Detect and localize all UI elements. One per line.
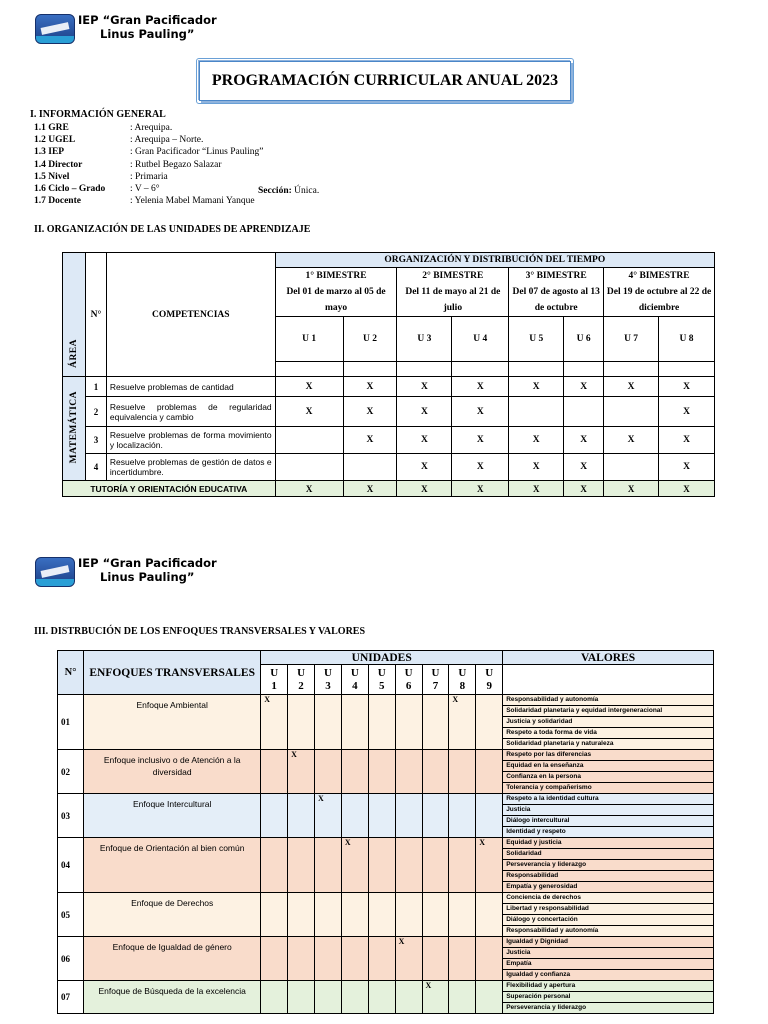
unit-mark: X bbox=[452, 377, 509, 397]
enfoque-unit-mark bbox=[395, 838, 422, 893]
bimestre-name: 2° BIMESTRE bbox=[422, 271, 484, 281]
unit-mark: X bbox=[343, 397, 397, 427]
unit-header: U 8 bbox=[659, 317, 715, 362]
blank-cell bbox=[343, 362, 397, 377]
unit-letter: U bbox=[458, 666, 467, 679]
unit-mark: X bbox=[343, 427, 397, 454]
info-row bbox=[34, 159, 264, 171]
blank-cell bbox=[275, 362, 343, 377]
info-row bbox=[34, 195, 264, 207]
tutoria-row bbox=[63, 481, 715, 497]
enfoque-unit-mark bbox=[368, 893, 395, 937]
unit-mark: X bbox=[564, 377, 604, 397]
enfoque-unit-mark bbox=[449, 750, 476, 794]
enfoque-num: 07 bbox=[58, 981, 84, 1014]
document-title: PROGRAMACIÓN CURRICULAR ANUAL 2023 bbox=[199, 61, 571, 101]
enfoque-unit-mark bbox=[476, 981, 503, 1014]
enf-unit-header bbox=[341, 665, 368, 695]
enfoque-unit-mark bbox=[261, 937, 288, 981]
unit-letter: U bbox=[270, 666, 279, 679]
school-name-line2: Linus Pauling” bbox=[100, 27, 195, 41]
num-header: N° bbox=[85, 253, 106, 377]
school-name bbox=[78, 13, 217, 41]
bimestre-dates: Del 07 de agosto al 13 de octubre bbox=[512, 287, 600, 313]
enfoque-unit-mark bbox=[261, 794, 288, 838]
unit-mark: X bbox=[397, 427, 452, 454]
info-row bbox=[34, 134, 264, 146]
enf-unit-header bbox=[476, 665, 503, 695]
enfoque-unit-mark bbox=[368, 838, 395, 893]
area-name-cell bbox=[63, 377, 86, 481]
valor-item: Solidaridad planetaria y equidad intergeneracional bbox=[503, 706, 714, 717]
valor-item: Libertad y responsabilidad bbox=[503, 904, 714, 915]
enfoque-unit-mark bbox=[288, 981, 315, 1014]
unit-mark: X bbox=[604, 377, 659, 397]
competencia-num: 3 bbox=[85, 427, 106, 454]
section1-heading: I. INFORMACIÓN GENERAL bbox=[30, 109, 166, 120]
valor-item: Diálogo y concertación bbox=[503, 915, 714, 926]
unit-number: 6 bbox=[405, 679, 412, 692]
competencia-num: 2 bbox=[85, 397, 106, 427]
school-name-line1: IEP “Gran Pacificador bbox=[78, 13, 217, 27]
enfoque-unit-mark bbox=[288, 838, 315, 893]
bimestre-dates: Del 01 de marzo al 05 de mayo bbox=[286, 287, 386, 313]
enfoque-row bbox=[58, 937, 714, 948]
valor-item: Equidad y justicia bbox=[503, 838, 714, 849]
enfoque-name: Enfoque Intercultural bbox=[84, 794, 261, 838]
valor-item: Tolerancia y compañerismo bbox=[503, 783, 714, 794]
unit-mark: X bbox=[659, 377, 715, 397]
unit-letter: U bbox=[431, 666, 440, 679]
blank-cell bbox=[397, 362, 452, 377]
seccion-label: Sección: bbox=[258, 186, 292, 196]
unit-mark: X bbox=[604, 427, 659, 454]
valor-item: Equidad en la enseñanza bbox=[503, 761, 714, 772]
enfoque-unit-mark: X bbox=[261, 695, 288, 750]
unit-mark: X bbox=[564, 454, 604, 481]
bimestre-header bbox=[509, 268, 604, 317]
unit-mark: X bbox=[452, 427, 509, 454]
unit-mark: X bbox=[275, 397, 343, 427]
enfoque-name: Enfoque de Igualdad de género bbox=[84, 937, 261, 981]
unit-header: U 6 bbox=[564, 317, 604, 362]
enfoque-unit-mark bbox=[476, 695, 503, 750]
area-header: ÁREA bbox=[63, 253, 86, 377]
enfoque-unit-mark bbox=[449, 838, 476, 893]
enfoque-unit-mark bbox=[395, 750, 422, 794]
competencias-header: COMPETENCIAS bbox=[106, 253, 275, 377]
enf-unit-header bbox=[449, 665, 476, 695]
info-value: : Rutbel Begazo Salazar bbox=[130, 159, 222, 170]
info-value: : Arequipa – Norte. bbox=[130, 135, 204, 146]
bimestre-header bbox=[604, 268, 715, 317]
enfoque-unit-mark bbox=[368, 981, 395, 1014]
blank-cell bbox=[509, 362, 564, 377]
enfoque-num: 03 bbox=[58, 794, 84, 838]
tutoria-mark: X bbox=[452, 481, 509, 497]
enfoque-unit-mark bbox=[288, 937, 315, 981]
unit-header: U 7 bbox=[604, 317, 659, 362]
competencia-text: Resuelve problemas de gestión de datos e incertidumbre. bbox=[106, 454, 275, 481]
enfoque-name: Enfoque de Derechos bbox=[84, 893, 261, 937]
valores-header: VALORES bbox=[503, 651, 714, 665]
enfoque-unit-mark bbox=[476, 937, 503, 981]
enfoque-unit-mark bbox=[341, 695, 368, 750]
unit-mark bbox=[275, 454, 343, 481]
info-key: 1.3 IEP bbox=[34, 147, 65, 158]
info-key: 1.6 Ciclo – Grado bbox=[34, 184, 106, 195]
enfoque-unit-mark bbox=[395, 695, 422, 750]
bimestre-header bbox=[397, 268, 509, 317]
enfoque-num: 05 bbox=[58, 893, 84, 937]
school-header-second bbox=[35, 557, 217, 587]
enf-unit-header bbox=[395, 665, 422, 695]
valor-item: Solidaridad planetaria y naturaleza bbox=[503, 739, 714, 750]
enfoque-unit-mark bbox=[422, 893, 449, 937]
unit-letter: U bbox=[323, 666, 332, 679]
unit-letter: U bbox=[350, 666, 359, 679]
unit-header: U 3 bbox=[397, 317, 452, 362]
valor-item: Respeto a la identidad cultura bbox=[503, 794, 714, 805]
enfoque-name: Enfoque de Búsqueda de la excelencia bbox=[84, 981, 261, 1014]
bimestre-dates: Del 11 de mayo al 21 de julio bbox=[405, 287, 501, 313]
enfoque-unit-mark bbox=[315, 893, 342, 937]
enfoque-unit-mark bbox=[315, 937, 342, 981]
competencia-text: Resuelve problemas de regularidad equivalencia y cambio bbox=[106, 397, 275, 427]
enfoque-unit-mark: X bbox=[315, 794, 342, 838]
unit-header: U 5 bbox=[509, 317, 564, 362]
enfoque-unit-mark: X bbox=[422, 981, 449, 1014]
valor-item: Flexibilidad y apertura bbox=[503, 981, 714, 992]
bimestre-name: 4° BIMESTRE bbox=[628, 271, 690, 281]
enfoque-num: 04 bbox=[58, 838, 84, 893]
valor-item: Empatía y generosidad bbox=[503, 882, 714, 893]
blank-cell bbox=[604, 362, 659, 377]
unit-mark: X bbox=[452, 454, 509, 481]
enfoque-unit-mark: X bbox=[449, 695, 476, 750]
competencia-num: 1 bbox=[85, 377, 106, 397]
enfoque-unit-mark bbox=[422, 937, 449, 981]
unit-letter: U bbox=[404, 666, 413, 679]
info-value: : V – 6° bbox=[130, 184, 160, 195]
tutoria-mark: X bbox=[564, 481, 604, 497]
enfoque-unit-mark bbox=[341, 981, 368, 1014]
unit-mark bbox=[509, 397, 564, 427]
unit-mark: X bbox=[397, 454, 452, 481]
enfoque-unit-mark bbox=[341, 794, 368, 838]
bimestre-dates: Del 19 de octubre al 22 de diciembre bbox=[606, 287, 712, 313]
area-name: MATEMÁTICA bbox=[68, 391, 79, 464]
bimestre-name: 3° BIMESTRE bbox=[525, 271, 587, 281]
enfoque-unit-mark bbox=[368, 794, 395, 838]
enfoque-unit-mark bbox=[422, 695, 449, 750]
unidades-header: UNIDADES bbox=[261, 651, 503, 665]
enfoque-unit-mark bbox=[422, 750, 449, 794]
info-row bbox=[34, 171, 264, 183]
section2-heading: II. ORGANIZACIÓN DE LAS UNIDADES DE APRENDIZAJE bbox=[34, 224, 311, 235]
enfoque-unit-mark bbox=[449, 893, 476, 937]
unit-mark: X bbox=[509, 377, 564, 397]
tutoria-mark: X bbox=[343, 481, 397, 497]
unit-mark bbox=[343, 454, 397, 481]
unit-letter: U bbox=[297, 666, 306, 679]
unit-number: 7 bbox=[432, 679, 439, 692]
info-value: : Yelenia Mabel Mamani Yanque bbox=[130, 196, 255, 207]
unit-mark: X bbox=[659, 397, 715, 427]
unit-number: 3 bbox=[325, 679, 331, 692]
enfoque-unit-mark bbox=[341, 750, 368, 794]
enfoque-unit-mark bbox=[288, 695, 315, 750]
enfoque-unit-mark bbox=[395, 794, 422, 838]
enf-unit-header bbox=[315, 665, 342, 695]
tutoria-mark: X bbox=[659, 481, 715, 497]
valor-item: Justicia bbox=[503, 805, 714, 816]
tutoria-mark: X bbox=[604, 481, 659, 497]
info-row bbox=[34, 122, 264, 134]
enfoque-unit-mark bbox=[368, 750, 395, 794]
enfoque-unit-mark bbox=[449, 794, 476, 838]
section3-heading: III. DISTRBUCIÓN DE LOS ENFOQUES TRANSVERSALES Y VALORES bbox=[34, 626, 366, 637]
enfoque-unit-mark bbox=[288, 794, 315, 838]
enfoque-unit-mark bbox=[261, 893, 288, 937]
unit-number: 1 bbox=[271, 679, 277, 692]
enfoque-unit-mark bbox=[341, 937, 368, 981]
tutoria-mark: X bbox=[509, 481, 564, 497]
enfoque-num: 02 bbox=[58, 750, 84, 794]
enfoque-row bbox=[58, 695, 714, 706]
enfoque-unit-mark bbox=[476, 893, 503, 937]
school-logo-second bbox=[35, 557, 75, 587]
unit-mark: X bbox=[397, 377, 452, 397]
unit-number: 8 bbox=[459, 679, 466, 692]
enfoque-unit-mark bbox=[449, 937, 476, 981]
unit-mark: X bbox=[452, 397, 509, 427]
valor-item: Solidaridad bbox=[503, 849, 714, 860]
seccion-value: Única. bbox=[291, 186, 320, 196]
unit-mark: X bbox=[564, 427, 604, 454]
enfoque-unit-mark bbox=[315, 838, 342, 893]
blank-cell bbox=[564, 362, 604, 377]
enfoque-num: 06 bbox=[58, 937, 84, 981]
info-value: : Gran Pacificador “Linus Pauling” bbox=[130, 147, 264, 158]
unit-number: 9 bbox=[486, 679, 492, 692]
unit-mark: X bbox=[397, 397, 452, 427]
enf-unit-header bbox=[261, 665, 288, 695]
tutoria-label: TUTORÍA Y ORIENTACIÓN EDUCATIVA bbox=[63, 481, 276, 497]
enf-unit-header bbox=[422, 665, 449, 695]
school-name-line1-second: IEP “Gran Pacificador bbox=[78, 556, 217, 570]
unit-number: 2 bbox=[298, 679, 304, 692]
unit-letter: U bbox=[377, 666, 386, 679]
unit-header: U 4 bbox=[452, 317, 509, 362]
competencia-row bbox=[63, 427, 715, 454]
valor-item: Identidad y respeto bbox=[503, 827, 714, 838]
valor-item: Superación personal bbox=[503, 992, 714, 1003]
enfoque-unit-mark bbox=[449, 981, 476, 1014]
enfoque-unit-mark bbox=[315, 750, 342, 794]
enfoque-unit-mark: X bbox=[288, 750, 315, 794]
blank-cell bbox=[452, 362, 509, 377]
enfoque-row bbox=[58, 838, 714, 849]
unit-mark bbox=[275, 427, 343, 454]
unit-mark bbox=[604, 454, 659, 481]
school-logo bbox=[35, 14, 75, 44]
competencia-row bbox=[63, 454, 715, 481]
school-header-top bbox=[35, 14, 217, 44]
unit-header: U 2 bbox=[343, 317, 397, 362]
enfoque-unit-mark bbox=[315, 981, 342, 1014]
enfoque-unit-mark bbox=[476, 750, 503, 794]
bimestre-name: 1° BIMESTRE bbox=[305, 271, 367, 281]
enfoque-unit-mark bbox=[261, 750, 288, 794]
info-key: 1.4 Director bbox=[34, 159, 83, 170]
unit-mark: X bbox=[659, 454, 715, 481]
time-distribution-header: ORGANIZACIÓN Y DISTRIBUCIÓN DEL TIEMPO bbox=[275, 253, 714, 268]
blank-cell bbox=[659, 362, 715, 377]
enfoque-unit-mark bbox=[395, 893, 422, 937]
unit-letter: U bbox=[485, 666, 494, 679]
info-value: : Arequipa. bbox=[130, 123, 173, 133]
unit-mark bbox=[564, 397, 604, 427]
enfoque-row bbox=[58, 750, 714, 761]
info-key: 1.7 Docente bbox=[34, 196, 81, 207]
enfoque-unit-mark bbox=[476, 794, 503, 838]
enfoque-unit-mark bbox=[422, 838, 449, 893]
general-info bbox=[34, 122, 264, 207]
info-key: 1.1 GRE bbox=[34, 123, 69, 133]
enfoque-unit-mark bbox=[395, 981, 422, 1014]
info-value: : Primaria bbox=[130, 171, 168, 182]
tutoria-mark: X bbox=[397, 481, 452, 497]
valor-item: Responsabilidad y autonomía bbox=[503, 926, 714, 937]
enfoque-name: Enfoque inclusivo o de Atención a la diversidad bbox=[84, 750, 261, 794]
valor-item: Responsabilidad y autonomía bbox=[503, 695, 714, 706]
valor-item: Confianza en la persona bbox=[503, 772, 714, 783]
valor-item: Respeto a toda forma de vida bbox=[503, 728, 714, 739]
enfoque-unit-mark bbox=[368, 937, 395, 981]
seccion-field bbox=[258, 185, 319, 197]
unit-mark: X bbox=[659, 427, 715, 454]
enfoques-header: ENFOQUES TRANSVERSALES bbox=[84, 651, 261, 695]
enfoque-unit-mark bbox=[315, 695, 342, 750]
competencia-text: Resuelve problemas de forma movimiento y localización. bbox=[106, 427, 275, 454]
unit-mark: X bbox=[343, 377, 397, 397]
enfoques-table bbox=[57, 650, 714, 1014]
unit-header: U 1 bbox=[275, 317, 343, 362]
valor-item: Igualdad y Dignidad bbox=[503, 937, 714, 948]
valor-item: Conciencia de derechos bbox=[503, 893, 714, 904]
enfoque-name: Enfoque de Orientación al bien común bbox=[84, 838, 261, 893]
valor-item: Respeto por las diferencias bbox=[503, 750, 714, 761]
valor-item: Perseverancia y liderazgo bbox=[503, 860, 714, 871]
enf-unit-header bbox=[288, 665, 315, 695]
competencia-text: Resuelve problemas de cantidad bbox=[106, 377, 275, 397]
enfoque-row bbox=[58, 981, 714, 992]
valor-item: Empatía bbox=[503, 959, 714, 970]
tutoria-mark: X bbox=[275, 481, 343, 497]
enfoque-unit-mark: X bbox=[395, 937, 422, 981]
unit-mark bbox=[604, 397, 659, 427]
unit-mark: X bbox=[509, 427, 564, 454]
enfoque-unit-mark bbox=[422, 794, 449, 838]
info-row bbox=[34, 146, 264, 158]
school-name-second bbox=[78, 556, 217, 584]
info-row bbox=[34, 183, 264, 195]
enfoque-row bbox=[58, 794, 714, 805]
enfoque-unit-mark: X bbox=[476, 838, 503, 893]
unit-number: 5 bbox=[378, 679, 385, 692]
enf-unit-header bbox=[368, 665, 395, 695]
enfoque-unit-mark bbox=[261, 981, 288, 1014]
bimestre-header bbox=[275, 268, 397, 317]
competencia-row bbox=[63, 377, 715, 397]
valor-item: Igualdad y confianza bbox=[503, 970, 714, 981]
unit-mark: X bbox=[509, 454, 564, 481]
units-table bbox=[62, 252, 715, 497]
info-key: 1.5 Nivel bbox=[34, 171, 70, 182]
enfoque-unit-mark bbox=[341, 893, 368, 937]
valor-item: Justicia bbox=[503, 948, 714, 959]
enfoque-unit-mark: X bbox=[341, 838, 368, 893]
enfoque-name: Enfoque Ambiental bbox=[84, 695, 261, 750]
enfoque-num: 01 bbox=[58, 695, 84, 750]
enf-num-header: N° bbox=[58, 651, 84, 695]
enfoque-unit-mark bbox=[368, 695, 395, 750]
valor-item: Diálogo intercultural bbox=[503, 816, 714, 827]
unit-number: 4 bbox=[352, 679, 358, 692]
competencia-num: 4 bbox=[85, 454, 106, 481]
valor-item: Responsabilidad bbox=[503, 871, 714, 882]
info-key: 1.2 UGEL bbox=[34, 135, 76, 146]
valor-item: Perseverancia y liderazgo bbox=[503, 1003, 714, 1014]
unit-mark: X bbox=[275, 377, 343, 397]
enfoque-unit-mark bbox=[288, 893, 315, 937]
enfoque-unit-mark bbox=[261, 838, 288, 893]
valores-subheader bbox=[503, 665, 714, 695]
school-name-line2-second: Linus Pauling” bbox=[100, 570, 195, 584]
enfoque-row bbox=[58, 893, 714, 904]
valor-item: Justicia y solidaridad bbox=[503, 717, 714, 728]
competencia-row bbox=[63, 397, 715, 427]
